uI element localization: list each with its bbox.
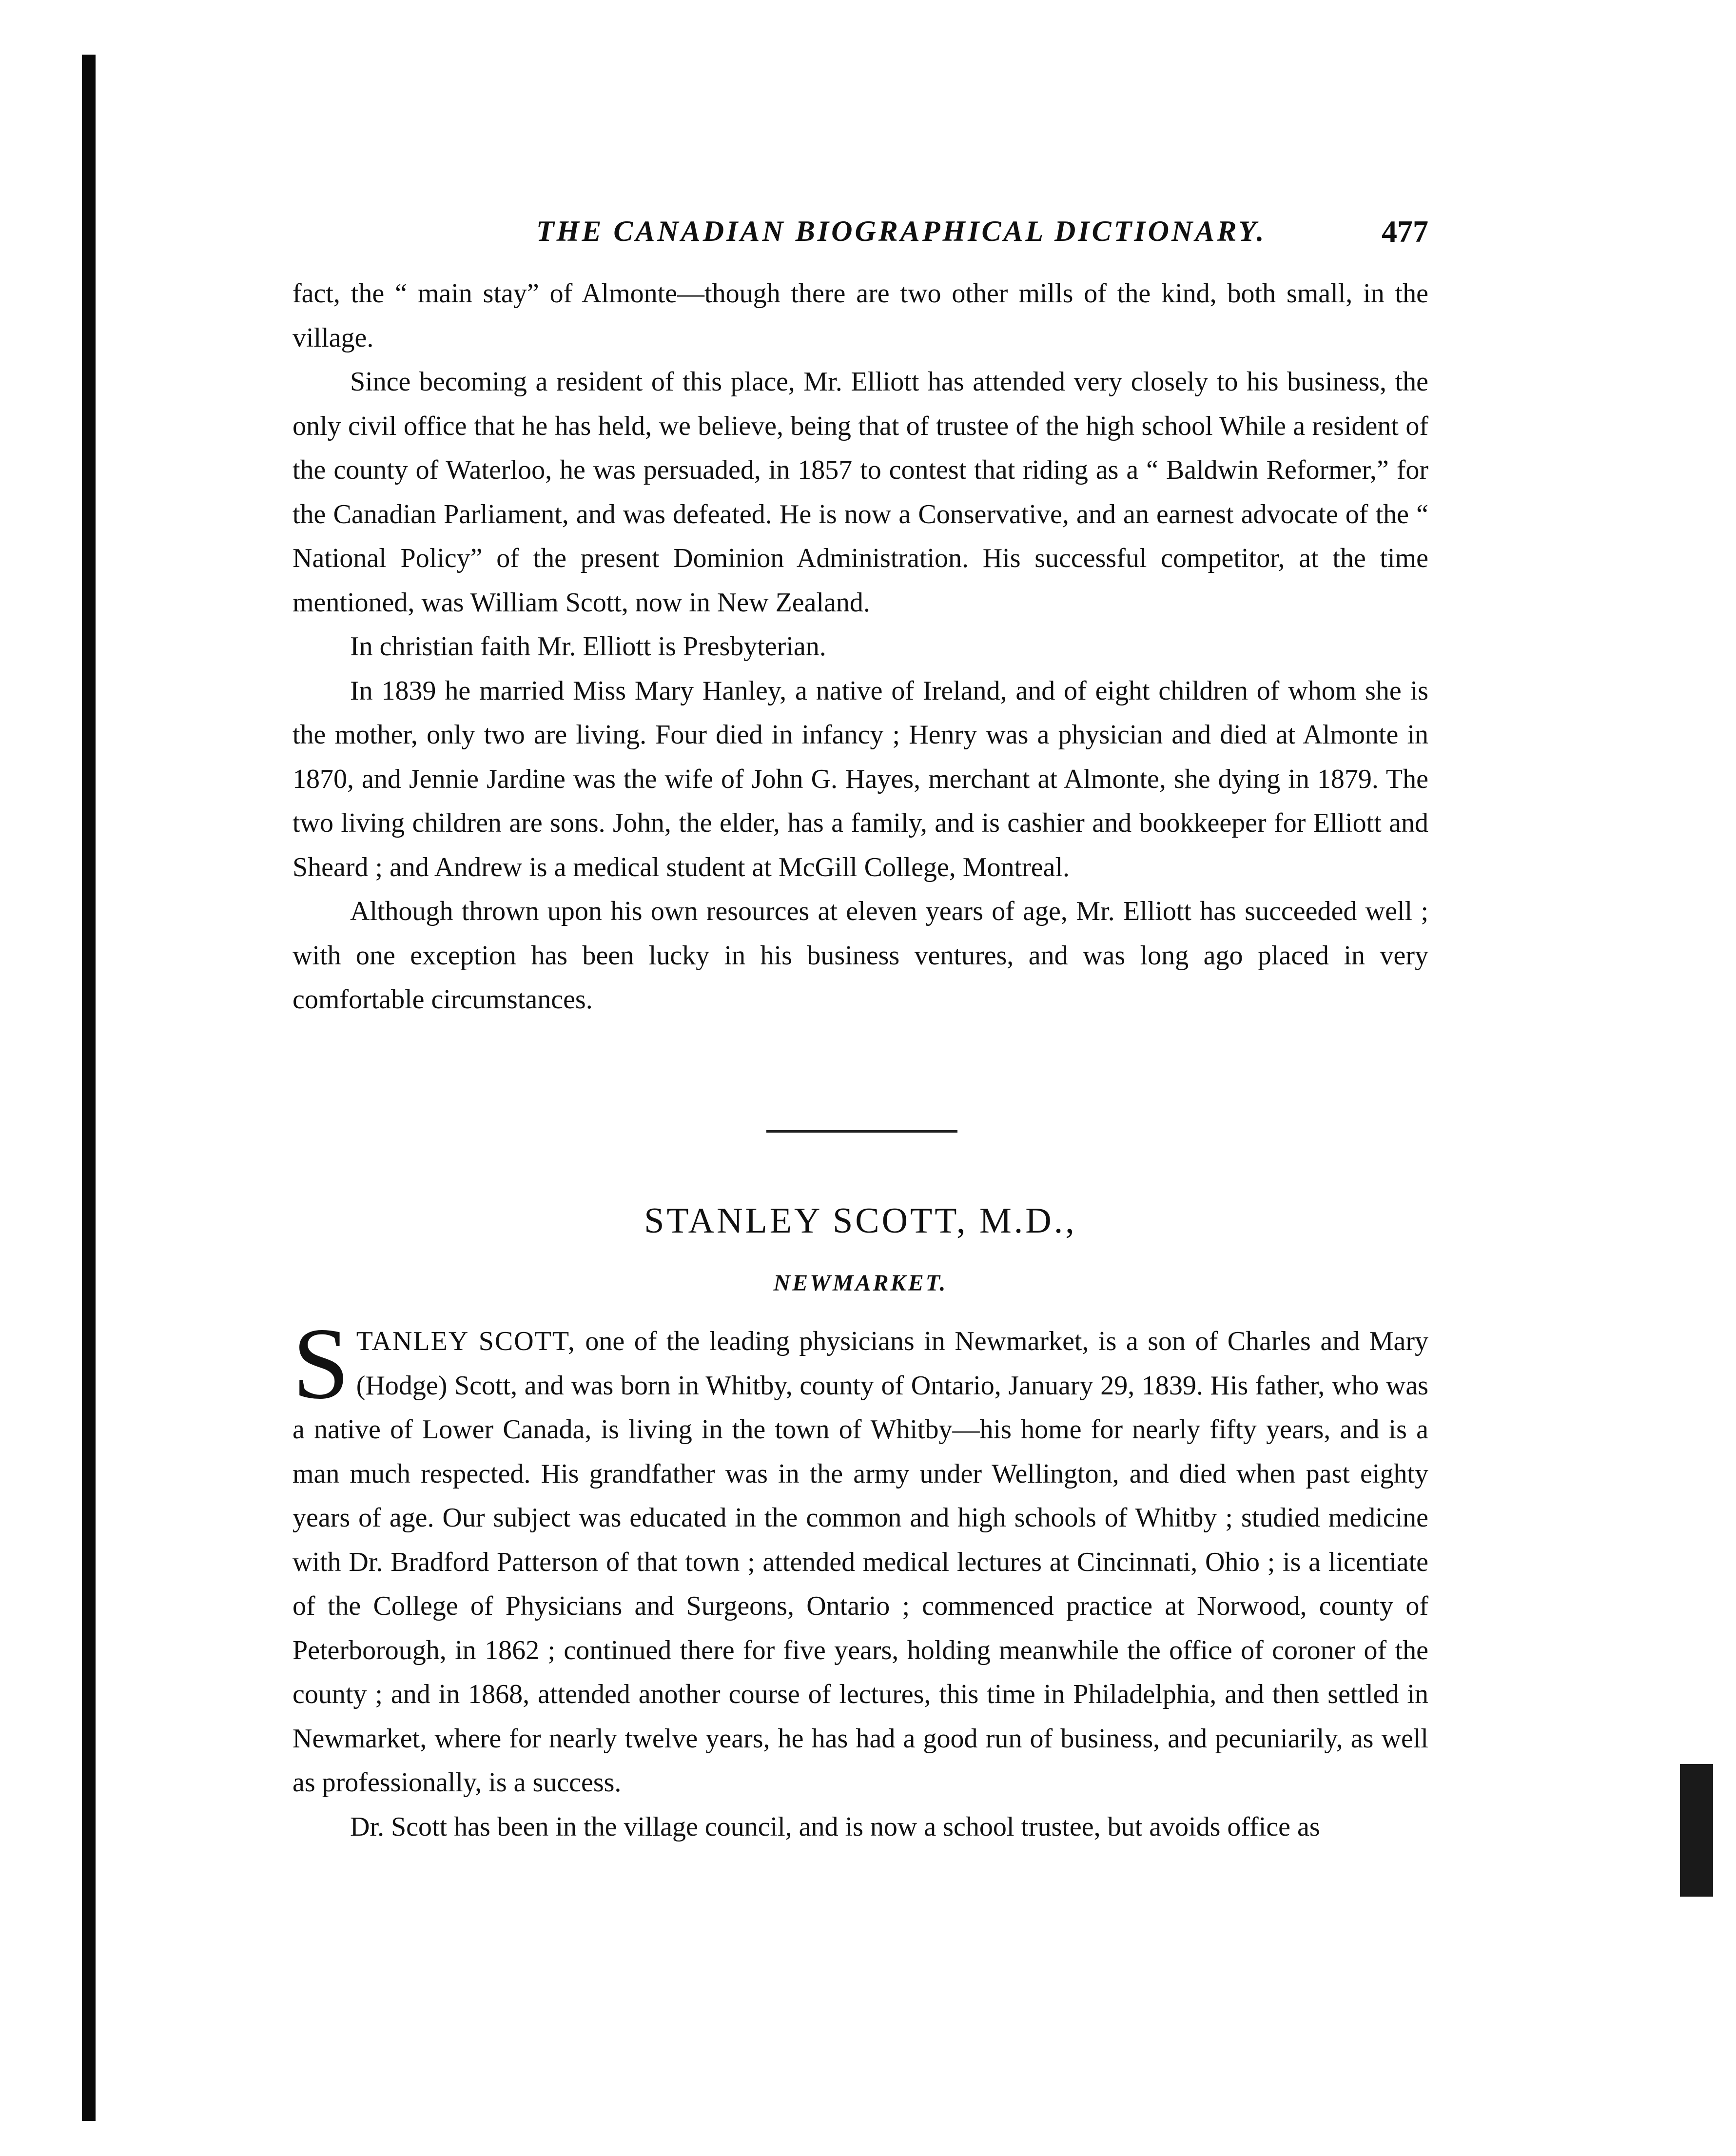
running-title: THE CANADIAN BIOGRAPHICAL DICTIONARY.	[536, 215, 1267, 247]
binding-edge	[82, 55, 96, 2121]
page-edge-tab	[1680, 1764, 1713, 1897]
page-number: 477	[1382, 214, 1428, 249]
entry-title: STANLEY SCOTT, M.D.,	[644, 1201, 1077, 1241]
paragraph-text: one of the leading physicians in Newmarket, is a son of Charles and Mary (Hodge) Scott, and was born in Whitby, county of Ontario, January 29, 1839. His father, who was a native of Lower Canada, is living in the town of Whitby—his home for nearly fifty years, and is a man much respected. His grandfather was in the army under Wellington, and died when past eighty years of age. Our subject was educated in the common and high schools of Whitby ; studied medicine with Dr. Bradford Patterson of that town ; attended medical lectures at Cincinnati, Ohio ; is a licentiate of the College of Physicians and Surgeons, Ontario ; commenced practice at Norwood, county of Peterborough, in 1862 ; continued there for five years, holding meanwhile the office of coroner of the county ; and in 1868, attended another course of lectures, this time in Philadelphia, and then settled in Newmarket, where for nearly twelve years, he has had a good run of business, and pecuniarily, as well as professionally, is a success.	[293, 1326, 1429, 1798]
paragraph: Dr. Scott has been in the village council, and is now a school trustee, but avoids office as	[350, 1811, 1320, 1842]
paragraph	[293, 1307, 1429, 1805]
paragraph: Since becoming a resident of this place, Mr. Elliott has attended very closely to his business, the only civil office that he has held, we believe, being that of trustee of the high school While a resident of the county of Waterloo, he was persuaded, in 1857 to contest that riding as a “ Baldwin Reformer,” for the Canadian Parliament, and was defeated. He is now a Conservative, and an earnest advocate of the “ National Policy” of the present Dominion Administration. His successful competitor, at the time mentioned, was William Scott, now in New Zealand.	[293, 367, 1428, 618]
entry-place: NEWMARKET.	[773, 1270, 948, 1296]
section-divider	[766, 1130, 957, 1133]
entry-first-words: TANLEY SCOTT,	[356, 1326, 576, 1356]
paragraph: In 1839 he married Miss Mary Hanley, a native of Ireland, and of eight children of whom she is the mother, only two are living. Four died in infancy ; Henry was a physician and died at Almonte in 1870, and Jennie Jardine was the wife of John G. Hayes, merchant at Almonte, she dying in 1879. The two living children are sons. John, the elder, has a family, and is cashier and bookkeeper for Elliott and Sheard ; and Andrew is a medical student at McGill College, Montreal.	[293, 675, 1428, 882]
entry-text	[293, 1307, 1429, 1849]
drop-cap: S	[293, 1307, 350, 1420]
paragraph: fact, the “ main stay” of Almonte—though there are two other mills of the kind, both small, in the village.	[293, 278, 1428, 353]
page-header	[293, 215, 1428, 258]
previous-entry-text	[293, 272, 1428, 1022]
paragraph: Although thrown upon his own resources at eleven years of age, Mr. Elliott has succeeded well ; with one exception has been lucky in his business ventures, and was long ago placed in very comfortable circumstances.	[293, 896, 1428, 1015]
paragraph: In christian faith Mr. Elliott is Presbyterian.	[350, 631, 826, 662]
